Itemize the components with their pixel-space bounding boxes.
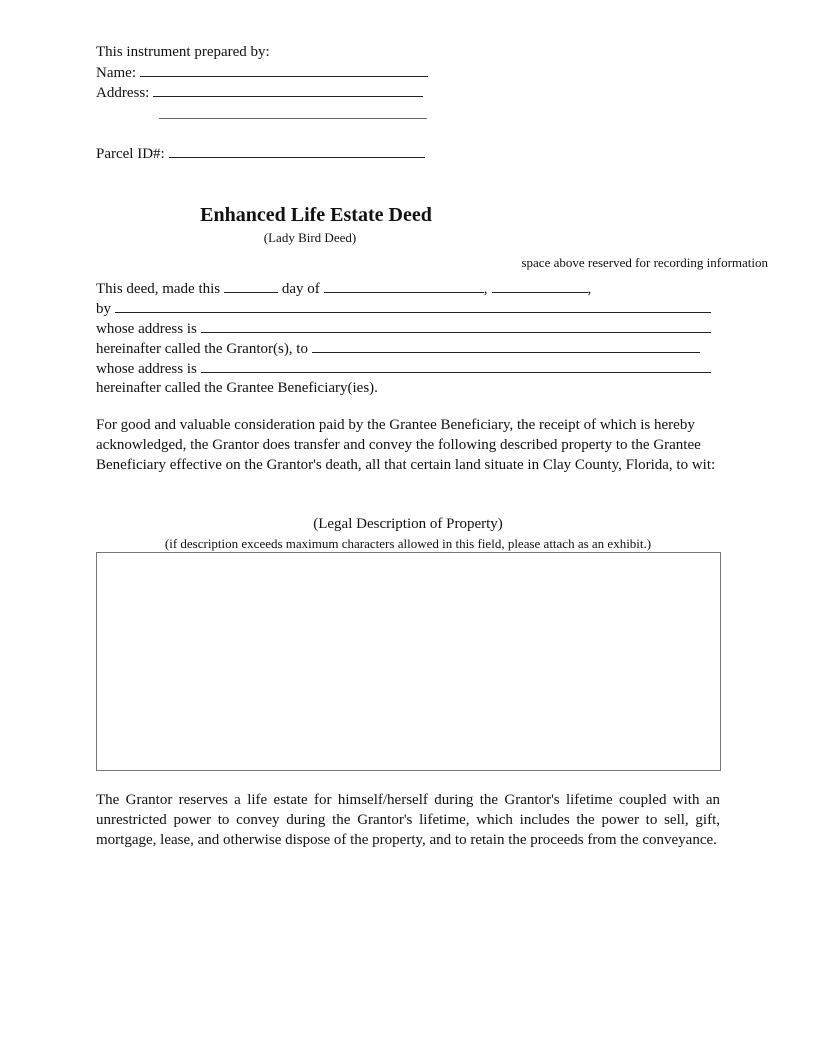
preparer-address-field[interactable] [153, 82, 423, 97]
preparer-address-field-2[interactable] [159, 104, 427, 119]
life-estate-paragraph: The Grantor reserves a life estate for himself/herself during the Grantor's lifetime coupled with an unrestricted power to convey during the Grantor's lifetime, which includes the power to sell, gift, mortgage, lease, and otherwise dispose of the property, and to retain the proceeds from the conveyance. [96, 792, 720, 848]
consideration-paragraph: For good and valuable consideration paid by the Grantee Beneficiary, the receipt of which is hereby acknowledged, the Grantor does transfer and convey the following described property to the Grantee Beneficiary effective on the Grantor's death, all that certain land situate in Clay County, Florida, to wit: [96, 417, 716, 473]
recording-reserved-note: space above reserved for recording information [521, 255, 768, 270]
grantor-address-label: whose address is [96, 321, 197, 337]
year-field[interactable] [492, 278, 588, 293]
legal-description-note: (if description exceeds maximum characters allowed in this field, please attach as an exhibit.) [164, 536, 652, 551]
grantor-address-field[interactable] [201, 318, 711, 333]
day-of-label: day of [281, 281, 320, 297]
month-field[interactable] [324, 278, 484, 293]
preparer-heading: This instrument prepared by: [96, 44, 270, 60]
legal-description-heading: (Legal Description of Property) [313, 516, 503, 532]
preparer-address-row-2 [159, 104, 427, 124]
grantor-name-field[interactable] [115, 298, 711, 313]
preparer-address-row [96, 82, 423, 102]
legal-description-field[interactable] [96, 552, 721, 771]
grantor-to-label: hereinafter called the Grantor(s), to [96, 341, 308, 357]
document-title: Enhanced Life Estate Deed [200, 204, 432, 226]
document-subtitle: (Lady Bird Deed) [263, 230, 357, 245]
grantor-row [96, 298, 711, 318]
address-label: Address: [96, 85, 150, 101]
grantor-address-row [96, 318, 711, 338]
parcel-id-field[interactable] [169, 143, 425, 158]
comma: , [483, 281, 488, 297]
grantee-called: hereinafter called the Grantee Beneficiary(ies). [96, 380, 378, 396]
grantee-address-label: whose address is [96, 361, 197, 377]
grantee-row [96, 338, 700, 358]
parcel-row [96, 143, 425, 163]
preparer-name-row [96, 62, 428, 82]
day-field[interactable] [224, 278, 278, 293]
grantee-address-field[interactable] [201, 358, 711, 373]
deed-date-row [96, 278, 591, 298]
grantee-name-field[interactable] [312, 338, 700, 353]
by-label: by [96, 301, 111, 317]
grantee-address-row [96, 358, 711, 378]
name-label: Name: [96, 65, 136, 81]
preparer-name-field[interactable] [140, 62, 428, 77]
comma: , [587, 281, 592, 297]
parcel-label: Parcel ID#: [96, 146, 165, 162]
made-this-label: This deed, made this [96, 281, 221, 297]
